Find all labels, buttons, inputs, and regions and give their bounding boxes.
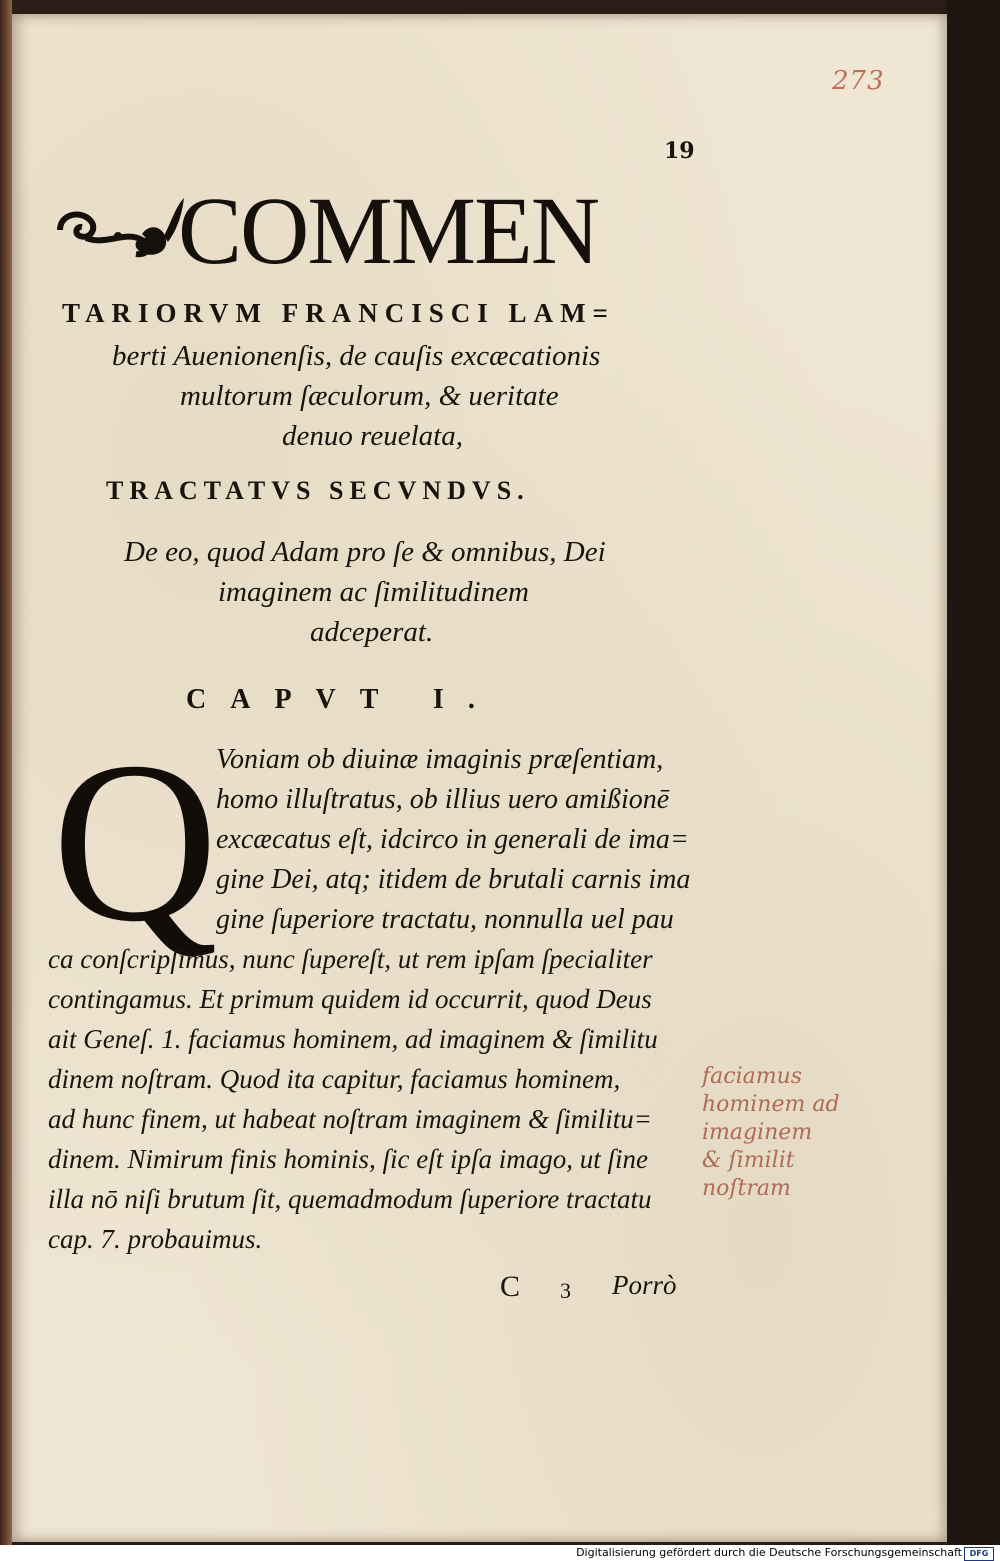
body-line: ait Geneſ. 1. faciamus hominem, ad imaginem & ſimilitu [48,1024,658,1054]
body-line: ad hunc finem, ut habeat noſtram imaginem & ſimilitu= [48,1104,652,1134]
footer-credit: Digitalisierung gefördert durch die Deutsche Forschungsgemeinschaft [576,1546,962,1559]
title-line-4: denuo reuelata, [282,420,463,452]
body-line: homo illuſtratus, ob illius uero amißionē [216,784,670,815]
body-line: dinem. Nimirum finis hominis, ſic eſt ipſa imago, ut ſine [48,1144,648,1174]
ornament-fleuron-icon [56,190,188,270]
subtitle-line-1: De eo, quod Adam pro ſe & omnibus, Dei [124,536,606,568]
signature-number: 3 [560,1278,571,1303]
body-line: Voniam ob diuinæ imaginis præſentiam, [216,744,664,775]
body-line: ca conſcripſimus, nunc ſupereſt, ut rem ipſam ſpecialiter [48,944,653,974]
folio-number: 19 [664,138,695,164]
margin-note-line: hominem ad [702,1092,840,1117]
body-line: gine ſuperiore tractatu, nonnulla uel pau [216,904,674,935]
body-line: gine Dei, atq; itidem de brutali carnis ima [216,864,691,895]
body-line: contingamus. Et primum quidem id occurrit, quod Deus [48,984,652,1014]
body-line: cap. 7. probauimus. [48,1224,263,1254]
tractatus-heading: TRACTATVS SECVNDVS. [106,476,530,505]
dfg-logo-icon: DFG [964,1547,994,1561]
catchword: Porrò [612,1270,677,1300]
margin-note-line: imaginem [702,1120,813,1145]
title-line-2: berti Auenionenſis, de cauſis excæcationis [112,340,601,372]
body-line: excæcatus eſt, idcirco in generali de ima= [216,824,689,855]
subtitle-line-3: adceperat. [310,616,434,648]
body-line: dinem noſtram. Quod ita capitur, faciamus hominem, [48,1064,621,1094]
title-line-3: multorum ſæculorum, & ueritate [180,380,559,412]
caput-heading: CAPVT I. [186,684,499,715]
margin-note-line: & ſimilit [702,1148,795,1173]
scan-background [947,0,1000,1545]
drop-cap: Q [52,714,219,969]
body-line: illa nō niſi brutum ſit, quemadmodum ſuperiore tractatu [48,1184,652,1214]
title-large: COMMEN [178,177,599,284]
signature-mark: C [500,1270,521,1303]
shelf-mark: 273 [832,66,885,96]
margin-note-line: faciamus [702,1064,803,1089]
subtitle-line-2: imaginem ac ſimilitudinem [218,576,529,608]
book-spine [0,0,12,1545]
title-line-1: TARIORVM FRANCISCI LAM= [62,298,615,328]
margin-note-line: noſtram [702,1176,791,1201]
